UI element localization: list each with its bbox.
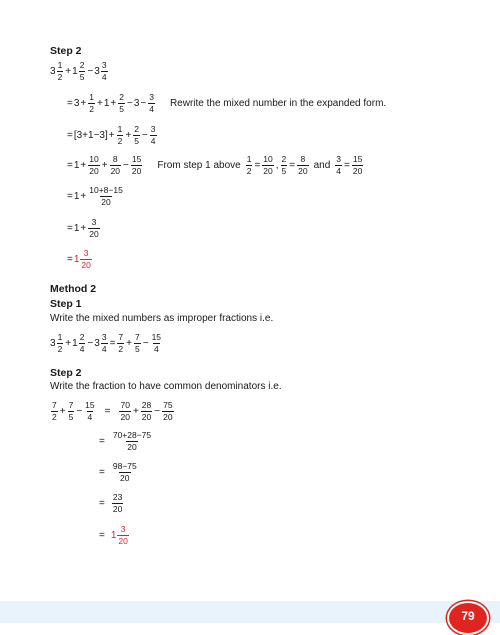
expression-improper-fractions — [50, 333, 163, 353]
expression-simplified — [98, 493, 124, 513]
whole-number: 1 — [73, 190, 80, 202]
fraction: $\frac{3}{20}$ — [89, 217, 99, 239]
fraction: $\frac{15}{20}$ — [352, 154, 363, 176]
fraction: 1 2 — [57, 60, 63, 82]
fraction: $\frac{10}{20}$ — [263, 154, 273, 176]
equals-sign: = — [99, 435, 105, 447]
whole-number: 3 — [73, 97, 80, 109]
answer-whole-number: 1 — [110, 529, 117, 541]
page-number-badge — [447, 601, 489, 635]
fraction: $\frac{2}{5}$ — [134, 124, 139, 146]
expression-combined — [98, 431, 153, 451]
answer-fraction: 3 20 — [118, 524, 128, 546]
fraction: $\frac{7}{2}$ — [118, 332, 124, 354]
fraction: $\frac{1}{2}$ — [89, 92, 94, 114]
operator: + — [65, 337, 72, 349]
operator: + — [80, 190, 87, 202]
whole-number: 3 — [50, 337, 56, 349]
equals-sign: = — [99, 497, 105, 509]
fraction: $\frac{10+8-15}{20}$ — [89, 185, 123, 207]
expression-expanded — [66, 93, 386, 113]
fraction: $\frac{75}{20}$ — [163, 400, 173, 422]
equals-sign: = — [99, 529, 105, 541]
operator: + — [101, 159, 108, 171]
equals-sign: = — [344, 159, 350, 171]
operator: + — [108, 129, 115, 141]
instruction-text: Write the mixed numbers as improper fractions i.e. — [50, 313, 274, 324]
equals-sign: = — [67, 129, 73, 141]
fraction: 2 5 — [79, 60, 85, 82]
final-answer — [98, 525, 130, 545]
operator: − — [123, 159, 129, 171]
operator: − — [87, 65, 94, 77]
operator: + — [80, 97, 87, 109]
whole-number: 1 — [73, 159, 80, 171]
whole-number: 3 — [94, 337, 100, 349]
fraction: $\frac{3}{4}$ — [150, 124, 156, 146]
answer-whole-number: 1 — [73, 253, 80, 265]
expression-common-denominators — [66, 155, 364, 175]
explanation-note: From step 1 above — [157, 159, 241, 171]
step-heading: Step 2 — [50, 367, 82, 379]
fraction: $\frac{2}{5}$ — [281, 154, 287, 176]
fraction: $\frac{7}{5}$ — [135, 332, 140, 354]
operator: − — [141, 129, 148, 141]
equals-sign: = — [99, 466, 105, 478]
fraction: $\frac{70}{20}$ — [120, 400, 130, 422]
fraction: $\frac{3}{4}$ — [101, 332, 107, 354]
fraction: $\frac{70+28-75}{20}$ — [112, 430, 152, 452]
operator: + — [132, 405, 139, 417]
fraction: 2 4 — [79, 332, 85, 354]
step-heading: Step 1 — [50, 298, 82, 310]
fraction: $\frac{7}{5}$ — [68, 400, 74, 422]
operator: + — [80, 159, 87, 171]
whole-number: 3 — [133, 97, 140, 109]
fraction: $\frac{3}{4}$ — [336, 154, 342, 176]
operator: + — [65, 65, 72, 77]
equals-sign: = — [104, 405, 111, 417]
expression-common-denominators — [50, 401, 175, 421]
expression-grouped — [66, 125, 158, 145]
step-heading: Step 2 — [50, 45, 82, 57]
conjunction: and — [313, 159, 331, 171]
separator: , — [275, 159, 279, 171]
fraction: 1 2 — [57, 332, 63, 354]
equals-sign: = — [67, 253, 73, 265]
operator: + — [125, 129, 132, 141]
fraction: $\frac{15}{4}$ — [85, 400, 95, 422]
fraction: $\frac{8}{20}$ — [298, 154, 308, 176]
fraction: 3 4 — [101, 60, 107, 82]
expression-combined — [66, 186, 125, 206]
equals-sign: = — [67, 159, 73, 171]
fraction: $\frac{15}{20}$ — [131, 154, 142, 176]
operator: + — [59, 405, 66, 417]
whole-number: 3 — [50, 65, 56, 77]
operator: − — [126, 97, 133, 109]
footer-band — [0, 601, 500, 623]
page-number: 79 — [461, 609, 475, 623]
operator: + — [126, 337, 132, 349]
fraction: $\frac{3}{4}$ — [149, 92, 154, 114]
instruction-text: Write the fraction to have common denominators i.e. — [50, 381, 282, 392]
operator: − — [154, 405, 161, 417]
fraction: $\frac{15}{4}$ — [151, 332, 162, 354]
expression-original — [50, 61, 109, 81]
fraction: $\frac{2}{5}$ — [119, 92, 124, 114]
operator: + — [80, 222, 87, 234]
operator: − — [142, 337, 149, 349]
equals-sign: = — [67, 97, 73, 109]
equals-sign: = — [109, 337, 116, 349]
expression-partial — [98, 462, 139, 482]
operator: + — [110, 97, 117, 109]
equals-sign: = — [67, 190, 73, 202]
fraction: $\frac{23}{20}$ — [112, 492, 123, 514]
operator: − — [76, 405, 83, 417]
equals-sign: = — [254, 159, 261, 171]
equals-sign: = — [67, 222, 73, 234]
operator: − — [87, 337, 94, 349]
expression-simplified — [66, 218, 101, 238]
method-heading: Method 2 — [50, 283, 97, 295]
fraction: $\frac{1}{2}$ — [246, 154, 252, 176]
fraction: $\frac{98-75}{20}$ — [112, 461, 137, 483]
operator: + — [96, 97, 103, 109]
operator: − — [140, 97, 147, 109]
grouped-wholes: [3+1−3] — [73, 129, 108, 141]
whole-number: 1 — [72, 65, 78, 77]
fraction: 7 2 — [52, 400, 57, 422]
whole-number: 1 — [73, 222, 80, 234]
explanation-note: Rewrite the mixed number in the expanded form. — [169, 97, 387, 109]
whole-number: 1 — [103, 97, 110, 109]
fraction: $\frac{8}{20}$ — [110, 154, 121, 176]
final-answer — [66, 249, 93, 269]
fraction: $\frac{28}{20}$ — [141, 400, 152, 422]
fraction: $\frac{10}{20}$ — [89, 154, 99, 176]
whole-number: 1 — [72, 337, 78, 349]
fraction: $\frac{1}{2}$ — [117, 124, 123, 146]
equals-sign: = — [289, 159, 296, 171]
answer-fraction: 3 20 — [81, 248, 91, 270]
whole-number: 3 — [94, 65, 100, 77]
